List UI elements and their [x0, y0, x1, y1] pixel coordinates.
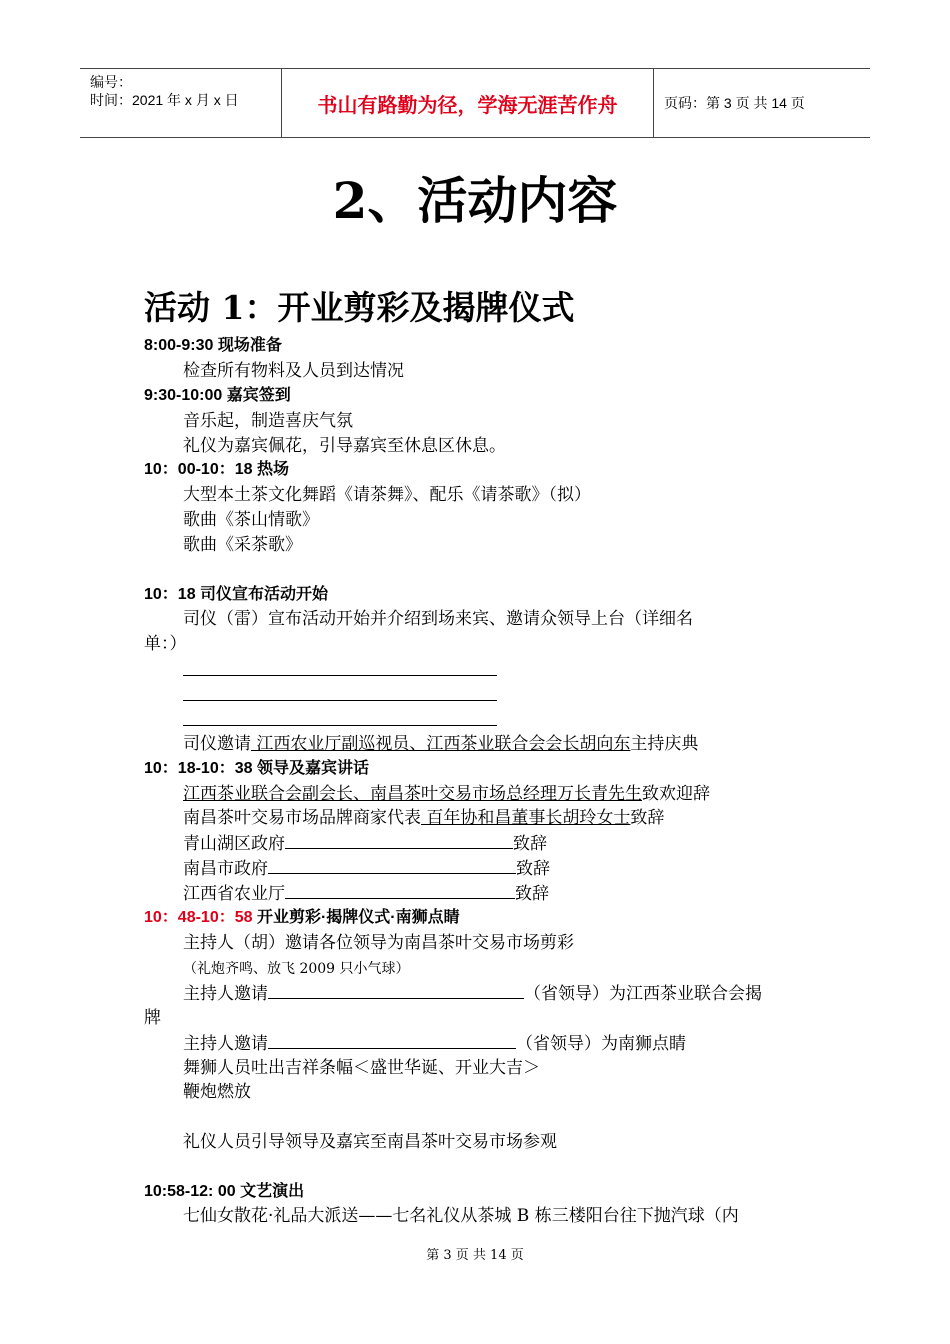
text: 致辞 — [513, 834, 547, 854]
text: 致辞 — [630, 808, 665, 828]
underlined-name: 百年协和昌董事长胡玲女士 — [421, 808, 631, 828]
body-line — [183, 1032, 686, 1055]
body-line — [183, 733, 698, 755]
body-line: 舞狮人员吐出吉祥条幅＜盛世华诞、开业大吉＞ — [183, 1058, 540, 1078]
text: 致欢迎辞 — [642, 784, 710, 804]
body-line — [183, 882, 549, 905]
text: 主持庆典 — [630, 734, 699, 754]
body-line: 歌曲《采茶歌》 — [183, 535, 302, 555]
body-line: 礼仪为嘉宾佩花，引导嘉宾至休息区休息。 — [183, 436, 506, 456]
body-line — [183, 982, 762, 1005]
text: 南昌茶叶交易市场品牌商家代表 — [183, 808, 421, 828]
page-header — [80, 68, 870, 138]
underlined-name: 江西农业厅副巡视员、江西茶业联合会会长胡向东 — [251, 734, 631, 754]
text: 司仪邀请 — [183, 734, 251, 754]
body-line: 检查所有物料及人员到达情况 — [183, 361, 404, 381]
body-line: 大型本土茶文化舞蹈《请茶舞》、配乐《请茶歌》（拟） — [183, 485, 591, 505]
body-line: 牌 — [144, 1008, 161, 1028]
time-label: 时间：2021 年 x 月 x 日 — [90, 92, 239, 108]
body-line: 司仪（雷）宣布活动开始并介绍到场来宾、邀请众领导上台（详细名 — [183, 609, 693, 629]
body-line: 主持人（胡）邀请各位领导为南昌茶叶交易市场剪彩 — [183, 933, 574, 953]
blank-field — [268, 857, 516, 874]
code-label: 编号： — [90, 74, 132, 90]
header-motto: 书山有路勤为径，学海无涯苦作舟 — [281, 69, 654, 137]
page-footer: 第 3 页 共 14 页 — [426, 1248, 524, 1263]
body-line: 单：） — [144, 634, 187, 654]
time-heading: 10：18 司仪宣布活动开始 — [144, 586, 329, 603]
fill-in-rule — [183, 675, 497, 676]
text: 开业剪彩·揭牌仪式·南狮点睛 — [252, 909, 460, 926]
time-heading: 8:00-9:30 现场准备 — [144, 337, 282, 354]
blank-field — [268, 982, 524, 999]
body-line — [183, 857, 550, 880]
body-line: （礼炮齐鸣、放飞 2009 只小气球） — [183, 961, 410, 977]
underlined-name: 江西茶业联合会副会长、南昌茶叶交易市场总经理万长青先生 — [183, 784, 642, 804]
body-line — [183, 807, 664, 829]
text: 致辞 — [515, 884, 549, 904]
time-heading: 10：18-10：38 领导及嘉宾讲话 — [144, 760, 369, 777]
body-line: 七仙女散花·礼品大派送——七名礼仪从茶城 B 栋三楼阳台往下抛汽球（内 — [183, 1206, 739, 1226]
fill-in-rule — [183, 700, 497, 701]
time-heading: 9:30-10:00 嘉宾签到 — [144, 387, 291, 404]
blank-field — [285, 882, 515, 899]
text: 青山湖区政府 — [183, 834, 285, 854]
body-line: 礼仪人员引导领导及嘉宾至南昌茶叶交易市场参观 — [183, 1132, 557, 1152]
text: 南昌市政府 — [183, 859, 268, 879]
text: 江西省农业厅 — [183, 884, 285, 904]
activity-title: 活动 1：开业剪彩及揭牌仪式 — [144, 288, 575, 327]
section-title: 2、活动内容 — [332, 171, 618, 230]
time-heading — [144, 907, 460, 929]
text: 主持人邀请 — [183, 1034, 268, 1054]
text: 主持人邀请 — [183, 984, 268, 1004]
time-heading: 10：00-10：18 热场 — [144, 461, 289, 478]
time-range: 10：48-10：58 — [144, 909, 253, 926]
body-line: 鞭炮燃放 — [183, 1082, 251, 1102]
text: （省领导）为南狮点睛 — [516, 1034, 686, 1054]
fill-in-rule — [183, 725, 497, 726]
blank-field — [268, 1032, 516, 1049]
header-meta — [80, 69, 281, 137]
body-line — [183, 783, 710, 805]
body-line — [183, 832, 547, 855]
header-page-number: 页码：第 3 页 共 14 页 — [664, 95, 805, 111]
time-heading: 10:58-12: 00 文艺演出 — [144, 1183, 305, 1200]
body-line: 音乐起，制造喜庆气氛 — [183, 411, 353, 431]
text: （省领导）为江西茶业联合会揭 — [524, 984, 762, 1004]
body-line: 歌曲《茶山情歌》 — [183, 510, 319, 530]
blank-field — [285, 832, 513, 849]
text: 致辞 — [516, 859, 550, 879]
